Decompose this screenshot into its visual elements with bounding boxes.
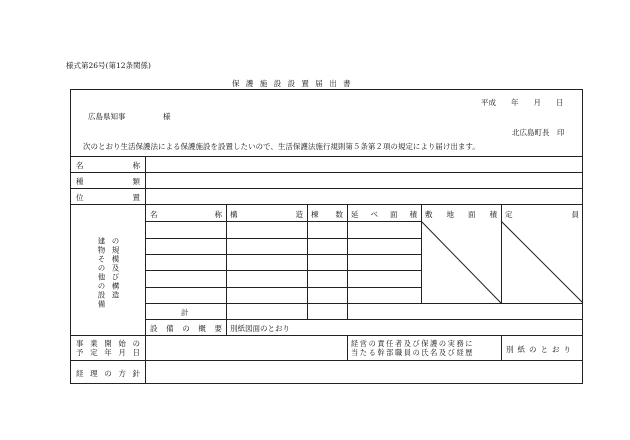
col-header-structure: 構 造 (230, 210, 303, 219)
col-header-name: 名 称 (150, 210, 222, 219)
structure-label-col2: の規模及び構造 (111, 237, 120, 300)
equipment-label: 設 備 の 概 要 (150, 324, 222, 333)
type-label: 種 類 (76, 177, 140, 186)
col-header-capacity: 定 員 (505, 210, 579, 219)
name-label: 名 称 (76, 161, 140, 170)
location-label: 位 置 (76, 193, 140, 202)
applicant-signature: 北広島町長 印 (512, 128, 565, 137)
responsible-label-line2: 当たる幹部職員の氏名及び経歴 (351, 348, 475, 357)
col-header-count: 棟 数 (311, 210, 343, 219)
form-number: 様式第26号(第12条関係) (66, 61, 151, 70)
structure-label-col1: 建物その他の設備 (97, 237, 106, 309)
equipment-value: 別紙図面のとおり (230, 324, 290, 333)
responsible-label-line1: 経営の責任者及び保護の実務に (351, 339, 475, 348)
accounting-policy-label: 経 理 の 方 針 (76, 369, 140, 378)
date-line: 平成 年 月 日 (481, 98, 564, 107)
total-label: 計 (181, 308, 189, 317)
form-title: 保 護 施 設 設 置 届 出 書 (232, 79, 353, 88)
col-header-site-area: 敷 地 面 積 (425, 210, 497, 219)
responsible-label (351, 339, 474, 357)
addressee: 広島県知事 様 (88, 112, 171, 121)
start-date-label: 事 業 開 始 の 予 定 年 月 日 (76, 339, 140, 357)
col-header-floor-area: 延 べ 面 積 (351, 210, 417, 219)
responsible-value: 別紙のとおり (506, 345, 575, 354)
declaration-text: 次のとおり生活保護法による保護施設を設置したいので、生活保護法施行規則第５条第２項の規定により届け出ます。 (83, 142, 480, 151)
